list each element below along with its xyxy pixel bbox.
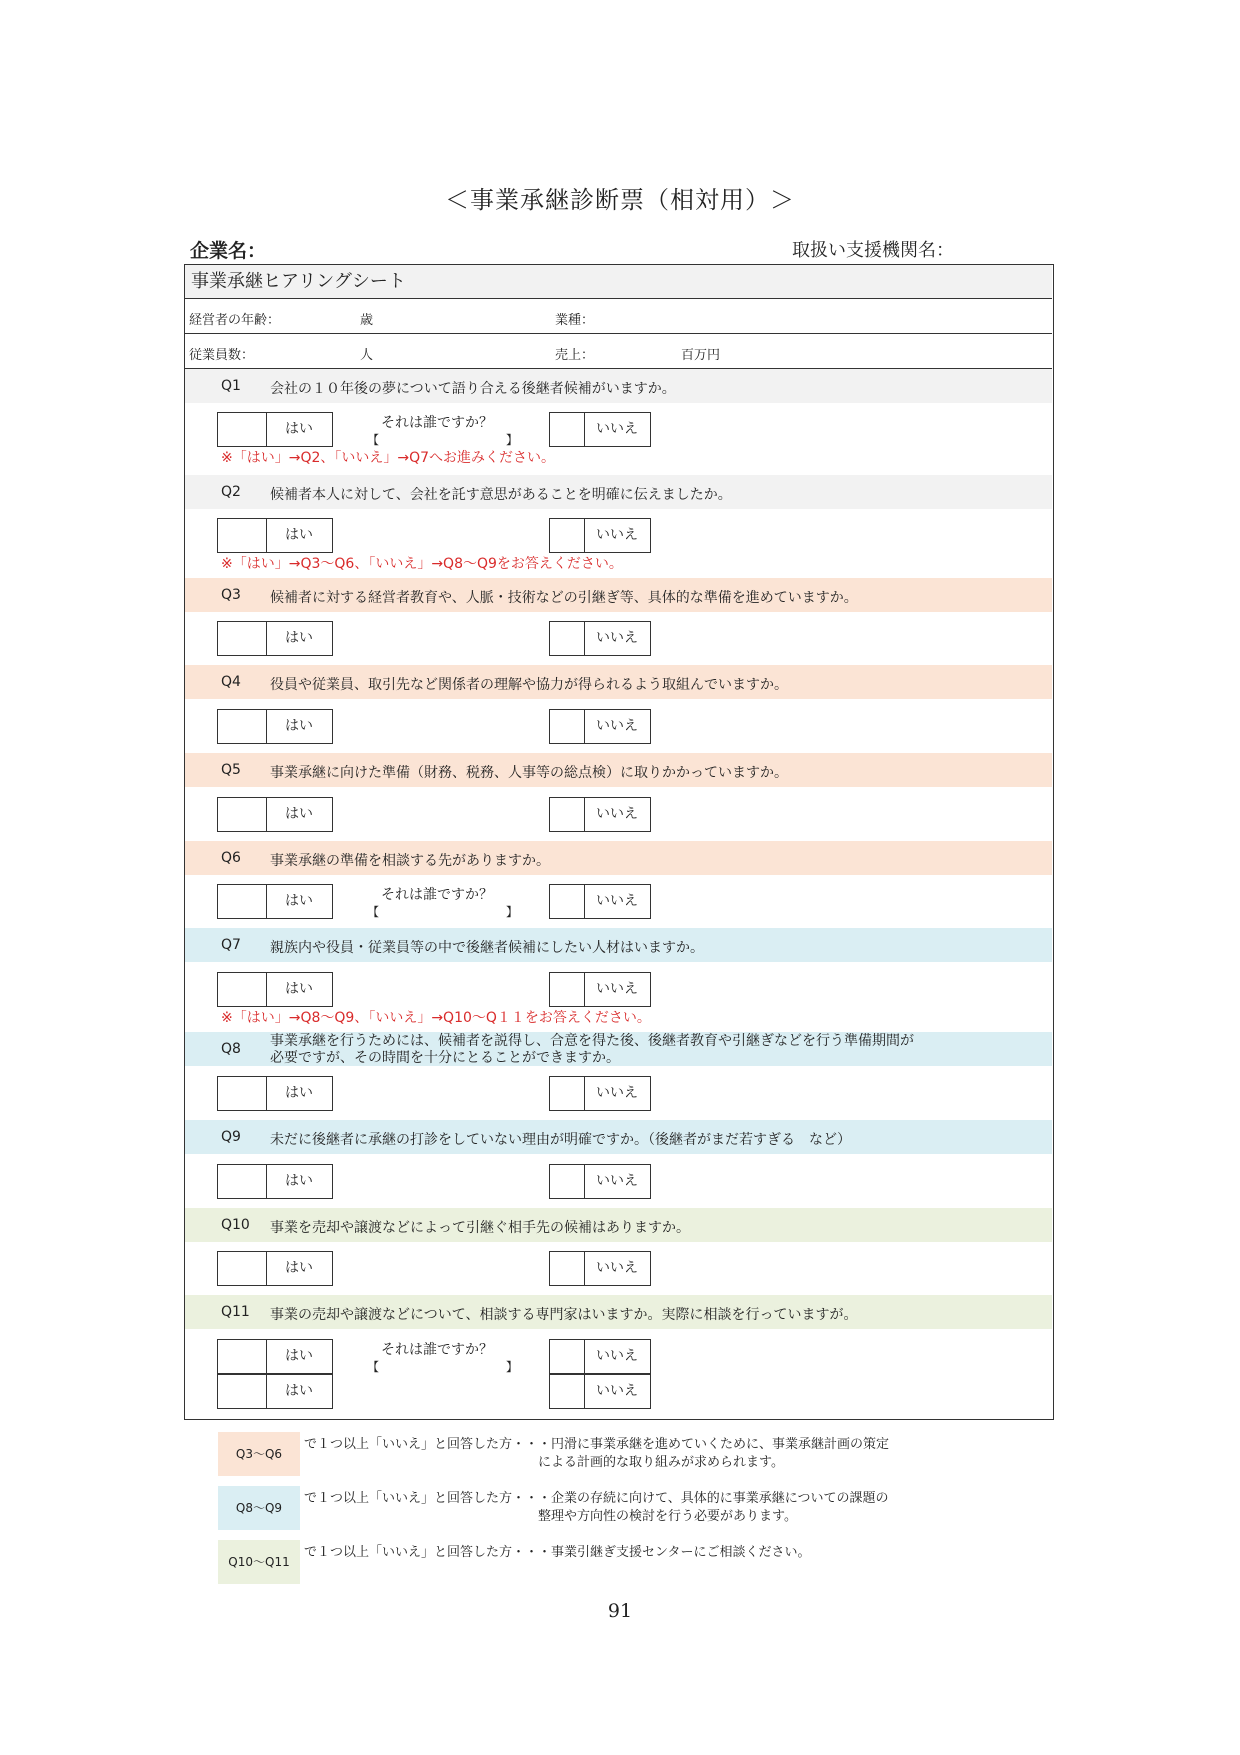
q7-routing-note: ※「はい」→Q8～Q9、「いいえ」→Q10～Q１１をお答えください。 <box>221 1010 651 1026</box>
q4-no-checkbox[interactable]: いいえ <box>549 709 651 744</box>
question-q10 <box>185 1208 1052 1242</box>
question-q9 <box>185 1120 1052 1154</box>
question-text: 候補者本人に対して、会社を託す意思があることを明確に伝えましたか。 <box>270 487 732 503</box>
q5-yes-checkbox[interactable]: はい <box>217 797 333 832</box>
question-text: 事業承継を行うためには、候補者を説得し、合意を得た後、後継者教育や引継ぎなどを行う準備期間が 必要ですが、その時間を十分にとることができますか。 <box>270 1033 914 1066</box>
legend-text-q3-q6: で１つ以上「いいえ」と回答した方・・・円滑に事業承継を進めていくために、事業承継計画の策定 による計画的な取り組みが求められます。 <box>304 1437 890 1470</box>
question-number: Q7 <box>221 937 241 953</box>
question-q7 <box>185 928 1052 962</box>
industry-label: 業種： <box>555 313 595 328</box>
question-number: Q9 <box>221 1129 241 1145</box>
question-q6 <box>185 841 1052 875</box>
age-unit: 歳 <box>360 313 374 328</box>
question-number: Q5 <box>221 762 241 778</box>
q2-no-checkbox[interactable]: いいえ <box>549 518 651 553</box>
q5-no-checkbox[interactable]: いいえ <box>549 797 651 832</box>
info-row-employees <box>185 334 1052 369</box>
question-number: Q8 <box>221 1041 241 1057</box>
q8-yes-checkbox[interactable]: はい <box>217 1076 333 1111</box>
q10-no-checkbox[interactable]: いいえ <box>549 1251 651 1286</box>
age-label: 経営者の年齢： <box>189 313 281 328</box>
question-text: 事業承継に向けた準備（財務、税務、人事等の総点検）に取りかかっていますか。 <box>270 765 788 781</box>
q1-yes-checkbox[interactable]: はい <box>217 412 333 447</box>
q6-who-label: それは誰ですか？ <box>381 887 493 903</box>
question-text: 事業承継の準備を相談する先がありますか。 <box>270 853 550 869</box>
q6-yes-checkbox[interactable]: はい <box>217 884 333 919</box>
q6-bracket-open: 【 <box>367 905 380 919</box>
info-row-age <box>185 299 1052 334</box>
question-number: Q10 <box>221 1217 250 1233</box>
q1-routing-note: ※「はい」→Q2、「いいえ」→Q7へお進みください。 <box>221 450 556 466</box>
q3-yes-checkbox[interactable]: はい <box>217 621 333 656</box>
question-q4 <box>185 665 1052 699</box>
q11-who-label: それは誰ですか？ <box>381 1342 493 1358</box>
question-q3 <box>185 578 1052 612</box>
q1-who-label: それは誰ですか？ <box>381 415 493 431</box>
sales-label: 売上： <box>555 348 595 363</box>
legend-text-q10-q11: で１つ以上「いいえ」と回答した方・・・事業引継ぎ支援センターにご相談ください。 <box>304 1545 811 1560</box>
q6-no-checkbox[interactable]: いいえ <box>549 884 651 919</box>
q3-no-checkbox[interactable]: いいえ <box>549 621 651 656</box>
question-number: Q1 <box>221 378 241 394</box>
sheet-title: 事業承継ヒアリングシート <box>185 265 1052 299</box>
sales-unit: 百万円 <box>681 348 721 363</box>
question-number: Q11 <box>221 1304 250 1320</box>
q1-bracket-open: 【 <box>367 433 380 447</box>
q11-yes-checkbox-1[interactable]: はい <box>217 1339 333 1374</box>
page-number: 91 <box>607 1600 633 1622</box>
q7-no-checkbox[interactable]: いいえ <box>549 972 651 1007</box>
question-q2 <box>185 475 1052 509</box>
question-q5 <box>185 753 1052 787</box>
legend-tag-q3-q6: Q3～Q6 <box>218 1432 300 1476</box>
legend-text-q8-q9: で１つ以上「いいえ」と回答した方・・・企業の存続に向けて、具体的に事業承継についての課題の 整理や方向性の検討を行う必要があります。 <box>304 1491 889 1524</box>
q4-yes-checkbox[interactable]: はい <box>217 709 333 744</box>
question-text: 事業の売却や譲渡などについて、相談する専門家はいますか。実際に相談を行っていますが。 <box>270 1307 858 1323</box>
q2-yes-checkbox[interactable]: はい <box>217 518 333 553</box>
question-number: Q2 <box>221 484 241 500</box>
q9-no-checkbox[interactable]: いいえ <box>549 1164 651 1199</box>
employees-label: 従業員数： <box>189 348 255 363</box>
q11-no-checkbox-2[interactable]: いいえ <box>549 1374 651 1409</box>
q2-routing-note: ※「はい」→Q3～Q6、「いいえ」→Q8～Q9をお答えください。 <box>221 556 623 572</box>
q10-yes-checkbox[interactable]: はい <box>217 1251 333 1286</box>
q11-bracket-open: 【 <box>367 1360 380 1374</box>
q7-yes-checkbox[interactable]: はい <box>217 972 333 1007</box>
question-text: 未だに後継者に承継の打診をしていない理由が明確ですか。（後継者がまだ若すぎる など） <box>270 1132 851 1148</box>
hearing-sheet <box>184 264 1054 1420</box>
question-q11 <box>185 1295 1052 1329</box>
agency-name-label: 取扱い支援機関名： <box>792 240 954 261</box>
question-number: Q3 <box>221 587 241 603</box>
question-text: 会社の１０年後の夢について語り合える後継者候補がいますか。 <box>270 381 676 397</box>
question-text: 事業を売却や譲渡などによって引継ぐ相手先の候補はありますか。 <box>270 1220 690 1236</box>
page-title: ＜事業承継診断票（相対用）＞ <box>445 186 795 214</box>
company-name-label: 企業名： <box>190 240 267 262</box>
q9-yes-checkbox[interactable]: はい <box>217 1164 333 1199</box>
q1-bracket-close: 】 <box>506 433 519 447</box>
employees-unit: 人 <box>360 348 374 363</box>
q11-yes-checkbox-2[interactable]: はい <box>217 1374 333 1409</box>
legend-tag-q8-q9: Q8～Q9 <box>218 1486 300 1530</box>
question-text: 親族内や役員・従業員等の中で後継者候補にしたい人材はいますか。 <box>270 940 704 956</box>
q8-no-checkbox[interactable]: いいえ <box>549 1076 651 1111</box>
legend-tag-q10-q11: Q10～Q11 <box>218 1540 300 1584</box>
question-q1 <box>185 369 1052 403</box>
question-number: Q6 <box>221 850 241 866</box>
question-q8 <box>185 1032 1052 1066</box>
question-text: 候補者に対する経営者教育や、人脈・技術などの引継ぎ等、具体的な準備を進めていますか。 <box>270 590 858 606</box>
q11-bracket-close: 】 <box>506 1360 519 1374</box>
q1-no-checkbox[interactable]: いいえ <box>549 412 651 447</box>
question-text: 役員や従業員、取引先など関係者の理解や協力が得られるよう取組んでいますか。 <box>270 677 788 693</box>
q6-bracket-close: 】 <box>506 905 519 919</box>
question-number: Q4 <box>221 674 241 690</box>
q11-no-checkbox-1[interactable]: いいえ <box>549 1339 651 1374</box>
